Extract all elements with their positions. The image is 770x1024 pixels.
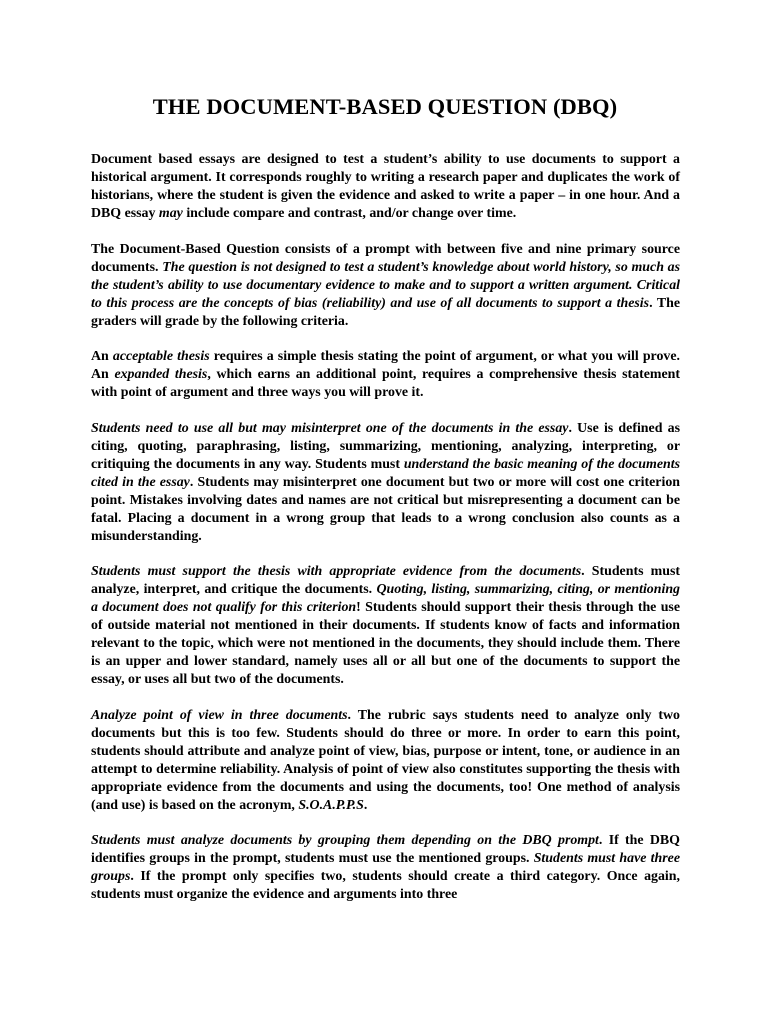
- paragraph-text: .: [363, 797, 368, 813]
- emphasized-text: Quoting, listing, summarizing, citing, or mentioning a document does not qualify for this criterion: [91, 582, 681, 615]
- paragraph-text: . The graders will grade by the following criteria.: [91, 295, 680, 329]
- paragraph: [91, 563, 680, 689]
- emphasized-text: Students must have three groups: [91, 851, 680, 884]
- paragraph-text: , which earns an additional point, requires a comprehensive thesis statement with point of argument and three ways you will prove it.: [91, 367, 680, 400]
- paragraph-text: Document based essays are designed to test a student’s ability to use documents to support a historical argument. It corresponds roughly to writing a research paper and duplicates the work of historians, where the student is given the evidence and asked to write a paper – in one hour. And a DBQ essay: [91, 152, 680, 221]
- paragraph-text: An: [91, 349, 113, 364]
- emphasized-text: Students need to use all but may misinterpret one of the documents in the essay: [91, 420, 569, 436]
- paragraph-text: . Students must analyze, interpret, and critique the documents.: [91, 564, 680, 597]
- emphasized-text: Students must analyze documents by grouping them depending on the DBQ prompt: [91, 833, 599, 848]
- paragraph: [91, 420, 680, 546]
- emphasized-text: acceptable thesis: [112, 349, 210, 364]
- paragraph: [91, 832, 680, 904]
- paragraph-text: The Document-Based Question consists of a prompt with between five and nine primary source documents.: [91, 241, 680, 275]
- page-title: THE DOCUMENT-BASED QUESTION (DBQ): [152, 94, 618, 119]
- paragraph-text: . The rubric says students need to analyze only two documents but this is too few. Students should do three or more. In order to earn this point, students should attribute and analyze point of view, bias, purpose or intent, tone, or audience in an attempt to determine reliability. Analysis of point of view also constitutes supporting the thesis with appropriate evidence from the documents and using the documents, too! One method of analysis (and use) is based on the acronym,: [91, 707, 680, 813]
- emphasized-text: expanded thesis: [114, 367, 208, 382]
- document-body: [91, 151, 680, 922]
- paragraph-text: . If the prompt only specifies two, students should create a third category. Once again, students must organize the evidence and arguments into three: [91, 869, 680, 902]
- paragraph: [91, 241, 680, 331]
- paragraph-text: requires a simple thesis stating the point of argument, or what you will prove. An: [91, 349, 681, 382]
- paragraph: [91, 707, 680, 815]
- paragraph-text: ! Students should support their thesis through the use of outside material not mentioned in their documents. If students know of facts and information relevant to the topic, which were not mentioned in the documents, they should include them. There is an upper and lower standard, namely uses all or all but one of the documents to support the essay, or uses all but two of the documents.: [91, 600, 680, 687]
- paragraph-text: . Use is defined as citing, quoting, paraphrasing, listing, summarizing, mentioning, analyzing, interpreting, or critiquing the documents in any way. Students must: [91, 420, 680, 472]
- paragraph: [91, 348, 680, 402]
- paragraph-text: include compare and contrast, and/or change over time.: [182, 206, 517, 221]
- paragraph-text: . If the DBQ identifies groups in the prompt, students must use the mentioned groups.: [91, 833, 680, 866]
- emphasized-text: The question is not designed to test a student’s knowledge about world history, so much as the student’s ability to use documentary evidence to make and to support a written argument. Critical to this process are the concepts of bias (reliability) and use of all documents to support a thesis: [91, 259, 680, 311]
- paragraph: [91, 151, 680, 223]
- emphasized-text: understand the basic meaning of the documents cited in the essay: [91, 456, 680, 490]
- paragraph-text: . Students may misinterpret one document but two or more will cost one criterion point. Mistakes involving dates and names are not critical but misrepresenting a document can be fatal. Placing a document in a wrong group that leads to a wrong conclusion also counts as a misunderstanding.: [91, 474, 680, 544]
- emphasized-text: may: [158, 206, 183, 221]
- emphasized-text: Students must support the thesis with appropriate evidence from the documents: [91, 564, 582, 579]
- emphasized-text: S.O.A.P.P.S: [298, 797, 364, 813]
- emphasized-text: Analyze point of view in three documents: [91, 707, 348, 723]
